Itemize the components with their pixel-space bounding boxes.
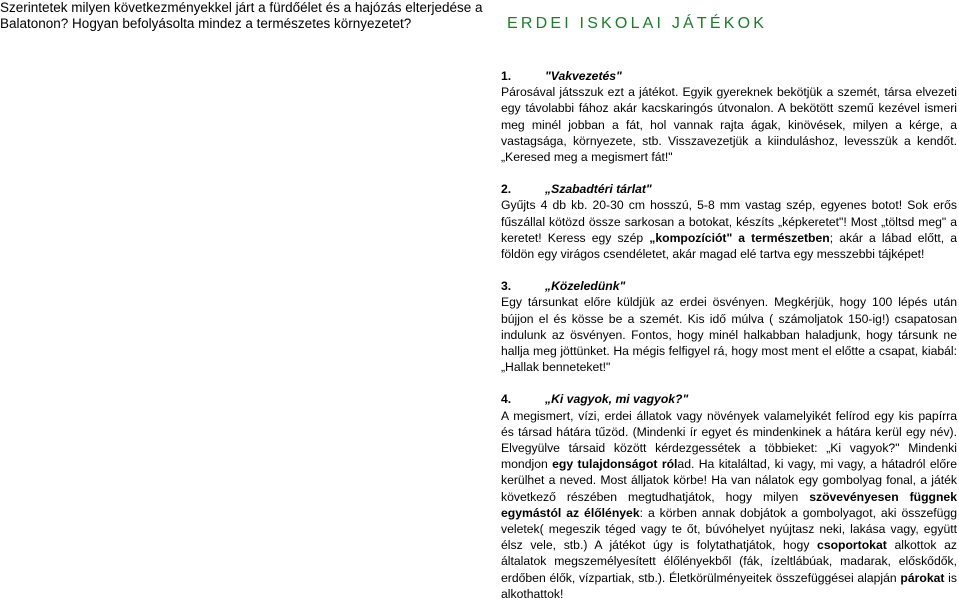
left-text-line-1: Szerintetek milyen következményekkel járt a fürdőélet és a hajózás elterjedése a xyxy=(0,0,483,15)
text-run: alkottok az általatok megszemélyesített élőlényekből (fák, ízeltlábúak, madarak, előskődők, erdőben élők, vízpartiak, stb.). Életkörülményeitek összefüggései alapján xyxy=(501,538,957,585)
section-title: „Közeledünk" xyxy=(545,279,626,294)
section-text xyxy=(501,197,957,262)
games-column xyxy=(501,68,957,602)
text-run: is alkothattok! xyxy=(501,570,957,601)
section-title: "Vakvezetés" xyxy=(545,69,622,83)
section-heading xyxy=(501,278,957,294)
game-section-1 xyxy=(501,68,957,165)
bold-text-run: csoportokat xyxy=(817,538,887,553)
text-run: Gyűjts 4 db kb. 20-30 cm hosszú, 5-8 mm vastag szép, egyenes botot! Sok erős fűszállal kötözd össze sarkosan a botokat, készíts „képkeretet"! Most „töltsd meg" a keretet! Keress egy szép xyxy=(501,198,957,245)
page-title: ERDEI ISKOLAI JÁTÉKOK xyxy=(507,15,768,32)
game-section-3 xyxy=(501,278,957,375)
section-text xyxy=(501,408,957,602)
section-title: „Ki vagyok, mi vagyok?" xyxy=(545,392,689,407)
left-column-text xyxy=(0,0,483,32)
text-run: ; akár a lábad előtt, a földön egy virágos csendéletet, akár magad elé tartva egy messzebbi tájképet! xyxy=(501,230,957,262)
game-section-4 xyxy=(501,391,957,602)
section-heading xyxy=(501,391,957,407)
text-run: A játékot úgy is folytathatjátok, hogy xyxy=(587,538,818,553)
text-run: : a körben annak dobjátok a gombolyagot, aki összefügg veletek( megeszik téged vagy te őt, búvóhelyet nyújtasz neki, lakása vagy, együtt élsz vele, stb.) xyxy=(501,505,957,553)
section-number: 3. xyxy=(501,279,512,294)
text-run: ad. Ha kitaláltad, ki vagy, mi vagy, a hátadról előre kerülhet a neved. Most álljatok körbe! Ha van nálatok egy gombolyag fonal, a játék következő részében megtudhatjátok, hogy milyen xyxy=(501,457,958,504)
section-text: Egy társunkat előre küldjük az erdei ösvényen. Megkérjük, hogy 100 lépés után bújjon el és kösse be a szemét. Kis idő múlva ( számoljatok 150-ig!) csapatosan indulunk az ösvényen. Fontos, hogy minél halkabban haladjunk, hogy társunk ne hallja meg jöttünket. Ha mégis felfigyel rá, hogy most ment el előtte a csapat, kiabál: „Hallak benneteket!" xyxy=(501,295,957,375)
section-number: 2. xyxy=(501,182,512,197)
bold-text-run: párokat xyxy=(900,570,945,585)
bold-text-run: „kompozíciót" a természetben xyxy=(649,230,830,245)
section-number: 4. xyxy=(501,392,512,407)
game-section-2 xyxy=(501,181,957,262)
bold-text-run: egy tulajdonságot ról xyxy=(552,457,678,472)
section-heading xyxy=(501,181,957,197)
section-title: „Szabadtéri tárlat" xyxy=(545,182,652,197)
section-heading xyxy=(501,68,957,84)
section-number: 1. xyxy=(501,69,512,83)
left-text-line-2: Balatonon? Hogyan befolyásolta mindez a természetes környezetet? xyxy=(0,16,412,31)
bold-text-run: szövevényesen függnek egymástól az élőlények xyxy=(501,489,957,520)
text-run: A megismert, vízi, erdei állatok vagy növények valamelyikét felírod egy kis papírra és társad hátára tűzöd. (Mindenki ír egyet és mindenkinek a hátára kerül egy név). Elvegyülve társaid között kérdezgessétek a többieket: „Ki vagyok?" Mindenki mondjon xyxy=(501,408,957,472)
section-text: Párosával játsszuk ezt a játékot. Egyik gyereknek bekötjük a szemét, társa elvezeti egy távolabbi fához akár kacskaringós útvonalon. A bekötött szemű kezével ismeri meg minél jobban a fát, hol vannak rajta ágak, kinövések, milyen a kérge, a vastagsága, környezete, stb. Visszavezetjük a kiinduláshoz, levesszük a kendőt. „Keresed meg a megismert fát!" xyxy=(501,85,957,165)
